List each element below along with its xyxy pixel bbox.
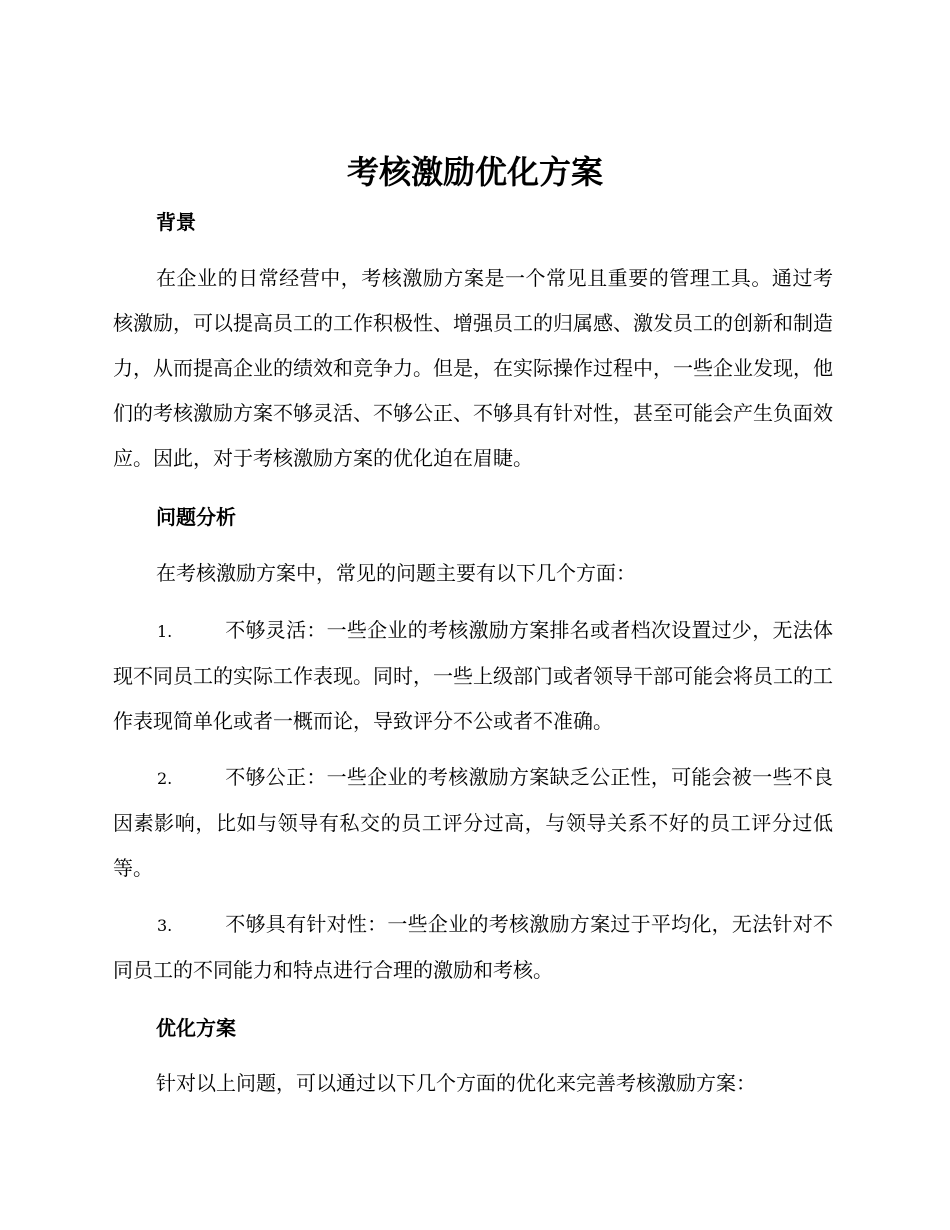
analysis-intro: 在考核激励方案中，常见的问题主要有以下几个方面： xyxy=(156,561,636,585)
list-item-number: 2. xyxy=(157,769,173,788)
section-heading-background: 背景 xyxy=(156,210,196,234)
list-item xyxy=(113,902,833,993)
list-item-number: 3. xyxy=(157,916,173,935)
list-item-text: 不够具有针对性：一些企业的考核激励方案过于平均化，无法针对不同员工的不同能力和特点进行合理的激励和考核。 xyxy=(113,912,833,982)
section-heading-optimization: 优化方案 xyxy=(156,1016,236,1040)
section-heading-analysis: 问题分析 xyxy=(156,505,236,529)
list-item-number: 1. xyxy=(157,622,173,641)
list-item xyxy=(113,755,833,891)
document-title: 考核激励优化方案 xyxy=(346,153,603,191)
optimization-intro: 针对以上问题，可以通过以下几个方面的优化来完善考核激励方案： xyxy=(156,1071,756,1095)
list-item xyxy=(113,608,833,744)
list-item-text: 不够灵活：一些企业的考核激励方案排名或者档次设置过少，无法体现不同员工的实际工作表现。同时，一些上级部门或者领导干部可能会将员工的工作表现简单化或者一概而论，导致评分不公或者不准确。 xyxy=(113,618,833,733)
list-item-text: 不够公正：一些企业的考核激励方案缺乏公正性，可能会被一些不良因素影响，比如与领导有私交的员工评分过高，与领导关系不好的员工评分过低等。 xyxy=(113,765,833,880)
background-paragraph: 在企业的日常经营中，考核激励方案是一个常见且重要的管理工具。通过考核激励，可以提高员工的工作积极性、增强员工的归属感、激发员工的创新和制造力，从而提高企业的绩效和竞争力。但是，在实际操作过程中，一些企业发现，他们的考核激励方案不够灵活、不够公正、不够具有针对性，甚至可能会产生负面效应。因此，对于考核激励方案的优化迫在眉睫。 xyxy=(113,266,833,470)
